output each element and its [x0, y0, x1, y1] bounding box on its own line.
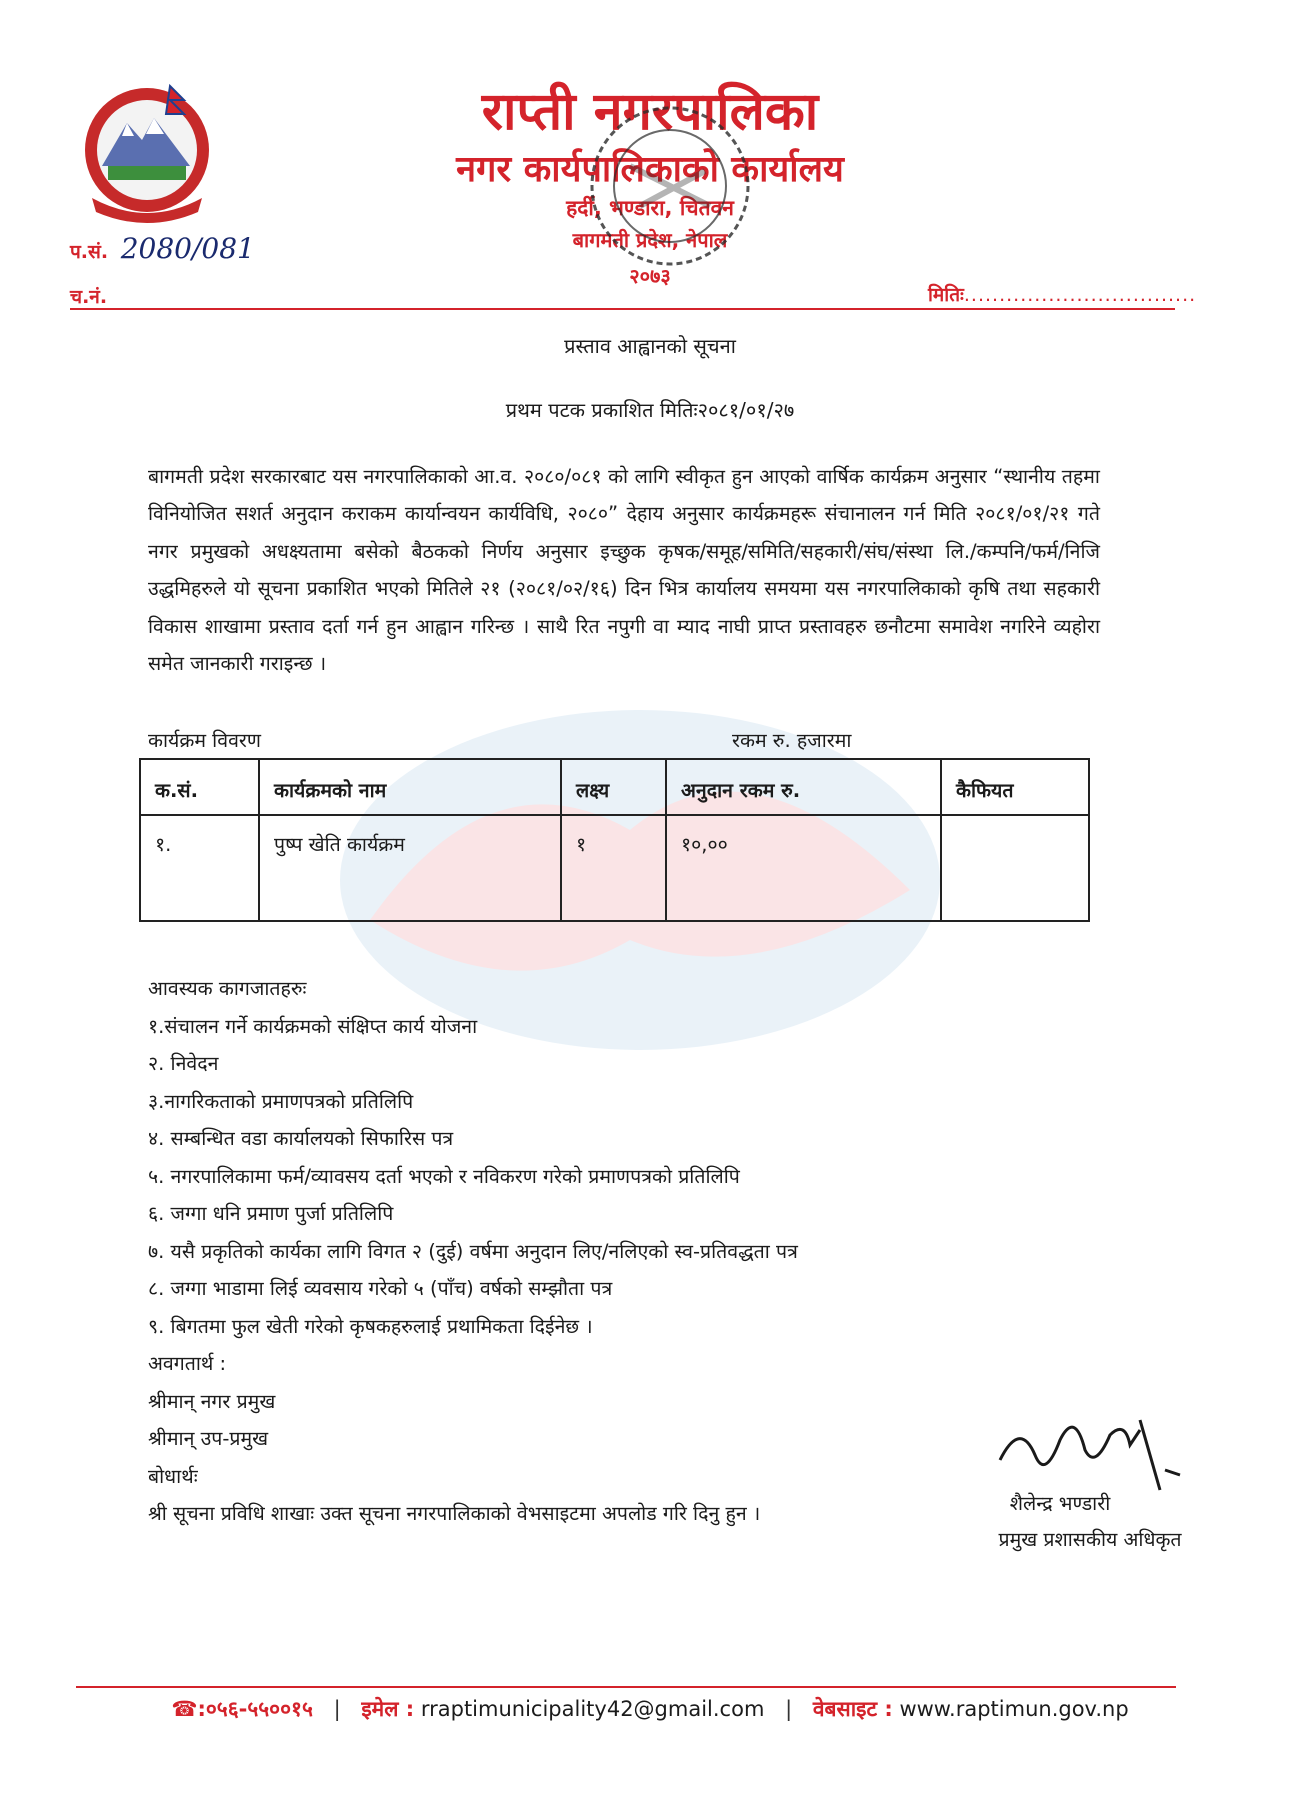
table-header: लक्ष्य	[561, 759, 666, 815]
date-field	[928, 281, 1196, 307]
table-cell: १०,००	[666, 815, 941, 921]
list-item: १.संचालन गर्ने कार्यक्रमको संक्षिप्त कार्य योजना	[148, 1014, 478, 1038]
reference-number	[70, 232, 255, 265]
list-item: ९. बिगतमा फुल खेती गरेको कृषकहरुलाई प्रथामिकता दिईनेछ ।	[148, 1314, 593, 1338]
office-address: हर्दी, भण्डारा, चितवन	[566, 196, 734, 220]
reference-label: प.सं.	[70, 241, 109, 263]
footer-website: www.raptimun.gov.np	[899, 1697, 1129, 1721]
list-item: ६. जग्गा धनि प्रमाण पुर्जा प्रतिलिपि	[148, 1202, 394, 1225]
footer-contact	[0, 1694, 1300, 1724]
info-label: अवगतार्थ :	[148, 1352, 227, 1375]
reference-value: 2080/081	[120, 232, 255, 265]
action-recipient: श्री सूचना प्रविधि शाखाः उक्त सूचना नगरपालिकाको वेभसाइटमा अपलोड गरि दिनु हुन ।	[148, 1502, 761, 1525]
footer-separator: |	[785, 1697, 793, 1721]
list-item: ८. जग्गा भाडामा लिई व्यवसाय गरेको ५ (पाँच) वर्षको सम्झौता पत्र	[148, 1277, 613, 1300]
footer-email: rraptimunicipality42@gmail.com	[420, 1697, 765, 1721]
info-recipient: श्रीमान् नगर प्रमुख	[148, 1389, 276, 1413]
list-item: ३.नागरिकताको प्रमाणपत्रको प्रतिलिपि	[148, 1089, 414, 1113]
action-label: बोधार्थः	[148, 1464, 198, 1488]
table-cell: १	[561, 815, 666, 921]
table-header: कार्यक्रमको नाम	[259, 759, 561, 815]
table-header: क.सं.	[140, 759, 259, 815]
office-province: बागमती प्रदेश, नेपाल	[572, 228, 728, 252]
table-cell	[941, 815, 1089, 921]
list-item: ४. सम्बन्धित वडा कार्यालयको सिफारिस पत्र	[148, 1127, 454, 1150]
program-table	[139, 758, 1090, 922]
footer-separator: |	[333, 1697, 341, 1721]
municipality-name: राप्ती नगरपालिका	[481, 82, 819, 142]
dispatch-number-label: च.नं.	[70, 286, 108, 308]
signatory-title: प्रमुख प्रशासकीय अधिकृत	[998, 1528, 1182, 1551]
published-date: प्रथम पटक प्रकाशित मितिः२०८१/०१/२७	[505, 398, 795, 422]
list-item: ७. यसै प्रकृतिको कार्यका लागि विगत २ (दुई) वर्षमा अनुदान लिए/नलिएको स्व-प्रतिवद्धता पत्र	[148, 1239, 798, 1263]
table-row	[140, 815, 1089, 921]
documents-section	[148, 970, 798, 1533]
nepal-emblem-icon	[72, 78, 222, 228]
date-label: मितिः	[928, 284, 964, 306]
list-item: २. निवेदन	[148, 1052, 219, 1075]
footer-email-label: इमेल :	[361, 1697, 415, 1721]
info-recipient: श्रीमान् उप-प्रमुख	[148, 1427, 269, 1450]
amount-unit-label: रकम रु. हजारमा	[732, 729, 852, 752]
header-divider	[70, 308, 1175, 310]
established-year: २०७३	[629, 264, 671, 288]
date-dots: .................................	[963, 284, 1197, 306]
footer-divider	[76, 1686, 1176, 1688]
footer-website-label: वेबसाइट :	[812, 1697, 893, 1721]
office-stamp-icon	[580, 96, 760, 276]
table-cell: १.	[140, 815, 259, 921]
documents-heading: आवस्यक कागजातहरुः	[148, 977, 307, 1000]
office-name: नगर कार्यपालिकाको कार्यालय	[456, 149, 844, 190]
footer-phone: ☎:०५६-५५००१५	[171, 1697, 313, 1721]
notice-body: बागमती प्रदेश सरकारबाट यस नगरपालिकाको आ.व. २०८०/०८१ को लागि स्वीकृत हुन आएको वार्षिक कार्यक्रम अनुसार “स्थानीय तहमा विनियोजित सशर्त अनुदान कराकम कार्यान्वयन कार्यविधि, २०८०” देहाय अनुसार कार्यक्रमहरू संचानालन गर्न मिति २०८१/०१/२१ गते नगर प्रमुखको अधक्ष्यतामा बसेको बैठकको निर्णय अनुसार इच्छुक कृषक/समूह/समिति/सहकारी/संघ/संस्था लि./कम्पनि/फर्म/निजि उद्धमिहरुले यो सूचना प्रकाशित भएको मितिले २१ (२०८१/०२/१६) दिन भित्र कार्यालय समयमा यस नगरपालिकाको कृषि तथा सहकारी विकास शाखामा प्रस्ताव दर्ता गर्न हुन आह्वान गरिन्छ । साथै रित नपुगी वा म्याद नाघी प्राप्त प्रस्तावहरु छनौटमा समावेश नगरिने व्यहोरा समेत जानकारी गराइन्छ ।	[148, 465, 1100, 676]
table-header: कैफियत	[941, 759, 1089, 815]
table-header: अनुदान रकम रु.	[666, 759, 941, 815]
signature-icon	[990, 1400, 1210, 1500]
table-cell: पुष्प खेति कार्यक्रम	[259, 815, 561, 921]
program-details-label: कार्यक्रम विवरण	[148, 729, 261, 752]
list-item: ५. नगरपालिकामा फर्म/व्यावसय दर्ता भएको र नविकरण गरेको प्रमाणपत्रको प्रतिलिपि	[148, 1164, 740, 1188]
signatory-name: शैलेन्द्र भण्डारी	[1009, 1492, 1111, 1515]
table-header-row	[140, 759, 1089, 815]
notice-title: प्रस्ताव आह्वानको सूचना	[564, 334, 736, 358]
